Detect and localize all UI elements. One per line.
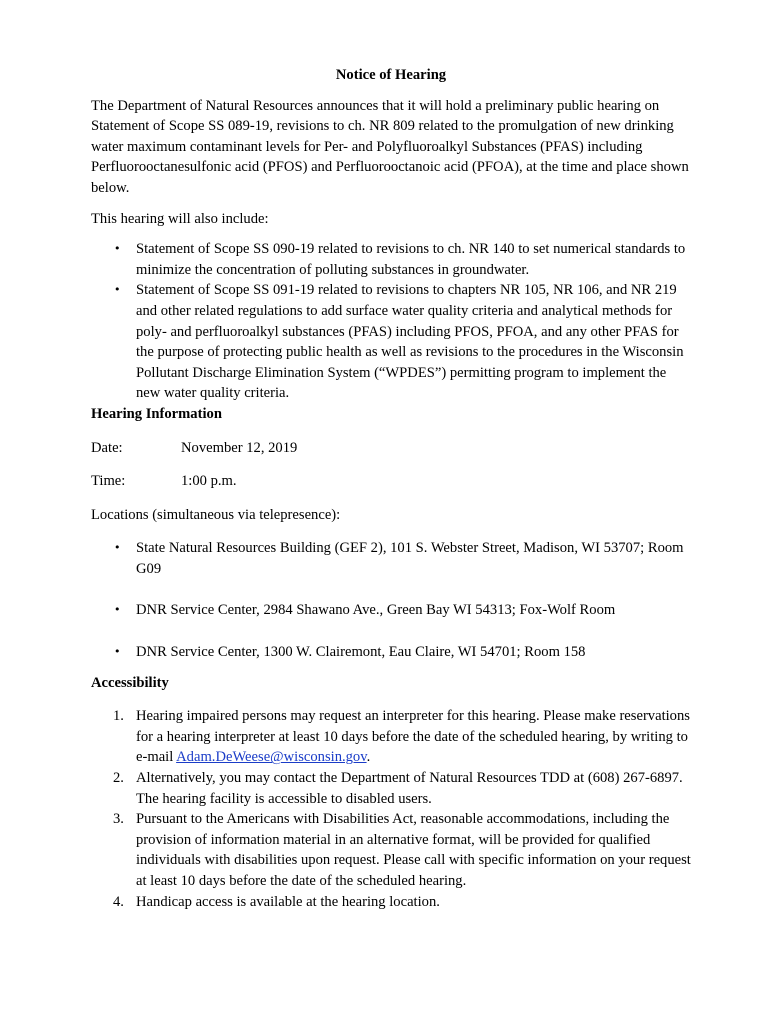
bullet-icon: • <box>114 541 121 555</box>
list-item <box>91 768 691 809</box>
item-number: 2. <box>113 770 124 787</box>
location-text: DNR Service Center, 1300 W. Clairemont, Eau Claire, WI 54701; Room 158 <box>136 644 586 661</box>
list-item <box>91 706 691 768</box>
item-number: 4. <box>113 893 124 910</box>
accessibility-heading: Accessibility <box>91 674 169 691</box>
time-label: Time: <box>91 473 126 490</box>
time-row <box>91 471 691 492</box>
location-text: State Natural Resources Building (GEF 2), 101 S. Webster Street, Madison, WI 53707; Room G09 <box>136 540 684 577</box>
accessibility-list <box>91 706 691 912</box>
list-item <box>91 538 691 579</box>
intro-paragraph: The Department of Natural Resources announces that it will hold a preliminary public hearing on Statement of Scope SS 089-19, revisions to ch. NR 809 related to the promulgation of new drinking water maximum contaminant levels for Per- and Polyfluoroalkyl Substances (PFAS) including Perfluorooctanesulfonic acid (PFOS) and Perfluorooctanoic acid (PFOA), at the time and place shown below. <box>91 97 689 196</box>
accessibility-item-text-end: . <box>366 749 371 766</box>
bullet-icon: • <box>114 242 121 256</box>
scope-item-text: Statement of Scope SS 091-19 related to revisions to chapters NR 105, NR 106, and NR 219 and other related regulations to add surface water quality criteria and analytical methods for poly- and perfluoroalkyl substances (PFAS) including PFOS, PFOA, and any other PFAS for the purpose of protecting public health as well as revisions to the procedures in the Wisconsin Pollutant Discharge Elimination System (“WPDES”) permitting program to implement the new water quality criteria. <box>136 282 684 402</box>
bullet-icon: • <box>114 603 121 617</box>
scope-item-text: Statement of Scope SS 090-19 related to revisions to ch. NR 140 to set numerical standards to minimize the concentration of polluting substances in groundwater. <box>136 241 686 278</box>
item-number: 1. <box>113 708 124 725</box>
list-item <box>91 280 691 404</box>
item-number: 3. <box>113 811 124 828</box>
accessibility-item-text: Alternatively, you may contact the Department of Natural Resources TDD at (608) 267-6897. The hearing facility is accessible to disabled users. <box>136 770 683 807</box>
locations-intro: Locations (simultaneous via telepresence): <box>91 506 341 523</box>
list-item <box>91 809 691 891</box>
accessibility-item-text: Pursuant to the Americans with Disabilities Act, reasonable accommodations, including the provision of information material in an alternative format, will be provided for qualified individuals with disabilities upon request. Please call with specific information on your request at least 10 days before the date of the scheduled hearing. <box>136 811 691 889</box>
list-item <box>91 642 691 663</box>
email-link[interactable]: Adam.DeWeese@wisconsin.gov <box>176 749 367 766</box>
scope-list <box>91 239 691 404</box>
locations-list <box>91 538 691 662</box>
location-text: DNR Service Center, 2984 Shawano Ave., Green Bay WI 54313; Fox-Wolf Room <box>136 602 616 619</box>
bullet-icon: • <box>114 283 121 297</box>
date-value: November 12, 2019 <box>181 439 298 456</box>
page-title: Notice of Hearing <box>335 67 447 83</box>
time-value: 1:00 p.m. <box>181 473 237 490</box>
accessibility-item-text: Hearing impaired persons may request an interpreter for this hearing. Please make reservations for a hearing interpreter at least 10 days before the date of the scheduled hearing, by writing to e-mail <box>136 708 690 766</box>
date-label: Date: <box>91 439 123 456</box>
also-include-text: This hearing will also include: <box>91 210 269 227</box>
date-row <box>91 438 691 459</box>
list-item <box>91 239 691 280</box>
accessibility-item-text: Handicap access is available at the hearing location. <box>136 893 440 910</box>
bullet-icon: • <box>114 645 121 659</box>
notice-page <box>91 65 691 912</box>
list-item <box>91 600 691 621</box>
list-item <box>91 892 691 913</box>
hearing-info-heading: Hearing Information <box>91 405 222 422</box>
